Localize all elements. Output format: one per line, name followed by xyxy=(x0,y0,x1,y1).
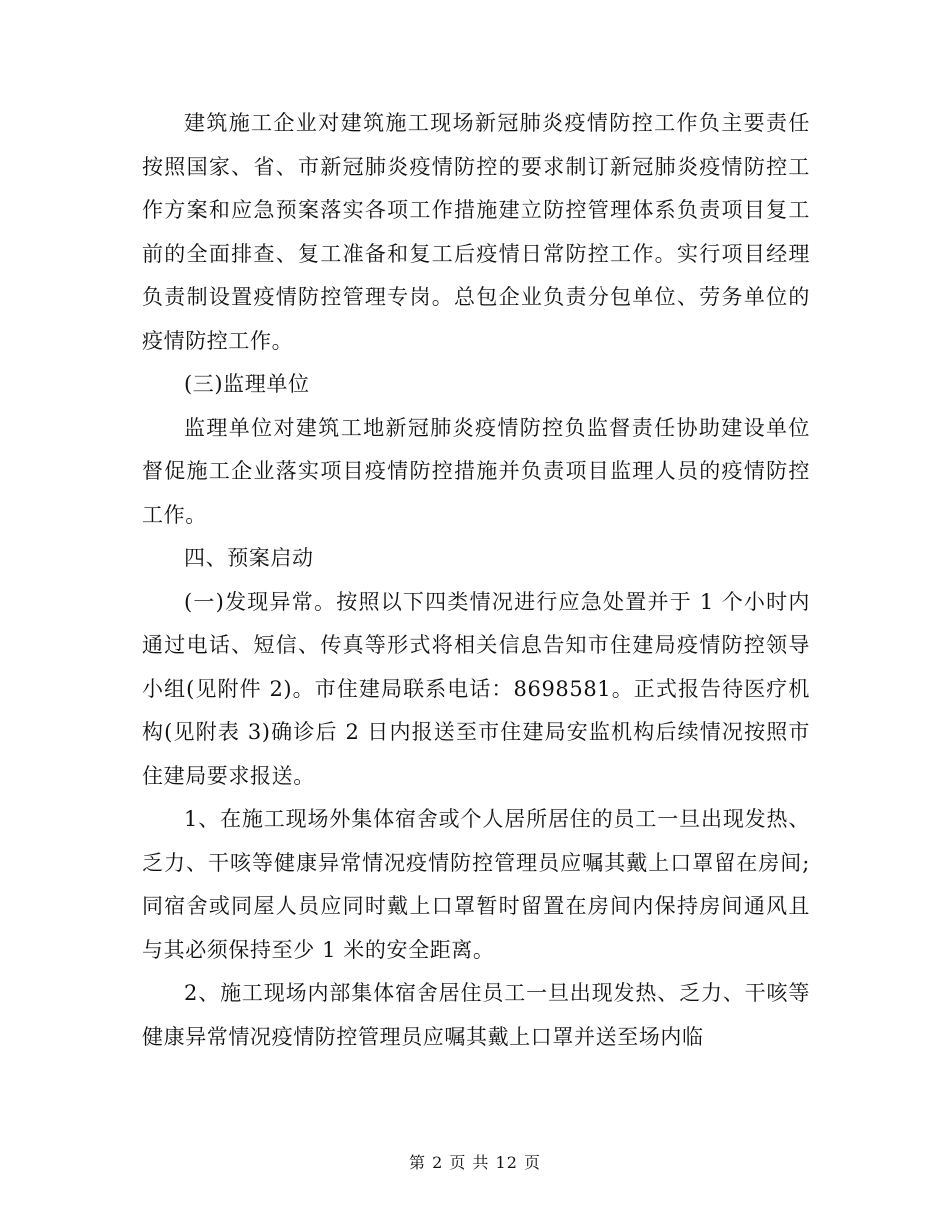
heading-plan-activation: 四、预案启动 xyxy=(184,546,314,570)
heading-supervision-unit: (三)监理单位 xyxy=(184,372,310,396)
paragraph-item-1: 1、在施工现场外集体宿舍或个人居所居住的员工一旦出现发热、乏力、干咳等健康异常情况疫情防控管理员应嘱其戴上口罩留在房间;同宿舍或同屋人员应同时戴上口罩暂时留置在房间内保持房间通风且与其必须保持至少 1 米的安全距离。 xyxy=(142,807,810,962)
page-footer: 第 2 页 共 12 页 xyxy=(409,1153,541,1172)
paragraph-item-2: 2、施工现场内部集体宿舍居住员工一旦出现发热、乏力、干咳等健康异常情况疫情防控管理员应嘱其戴上口罩并送至场内临 xyxy=(142,981,810,1049)
paragraph-anomaly-detection: (一)发现异常。按照以下四类情况进行应急处置并于 1 个小时内通过电话、短信、传真等形式将相关信息告知市住建局疫情防控领导小组(见附件 2)。市住建局联系电话：8698581。正式报告待医疗机构(见附表 3)确诊后 2 日内报送至市住建局安监机构后续情况按照市住建局要求报送。 xyxy=(142,589,810,788)
paragraph-construction-enterprise: 建筑施工企业对建筑施工现场新冠肺炎疫情防控工作负主要责任按照国家、省、市新冠肺炎疫情防控的要求制订新冠肺炎疫情防控工作方案和应急预案落实各项工作措施建立防控管理体系负责项目复工前的全面排查、复工准备和复工后疫情日常防控工作。实行项目经理负责制设置疫情防控管理专岗。总包企业负责分包单位、劳务单位的疫情防控工作。 xyxy=(142,111,810,353)
document-body xyxy=(142,102,810,1059)
paragraph-supervision-unit: 监理单位对建筑工地新冠肺炎疫情防控负监督责任协助建设单位督促施工企业落实项目疫情防控措施并负责项目监理人员的疫情防控工作。 xyxy=(142,415,810,527)
